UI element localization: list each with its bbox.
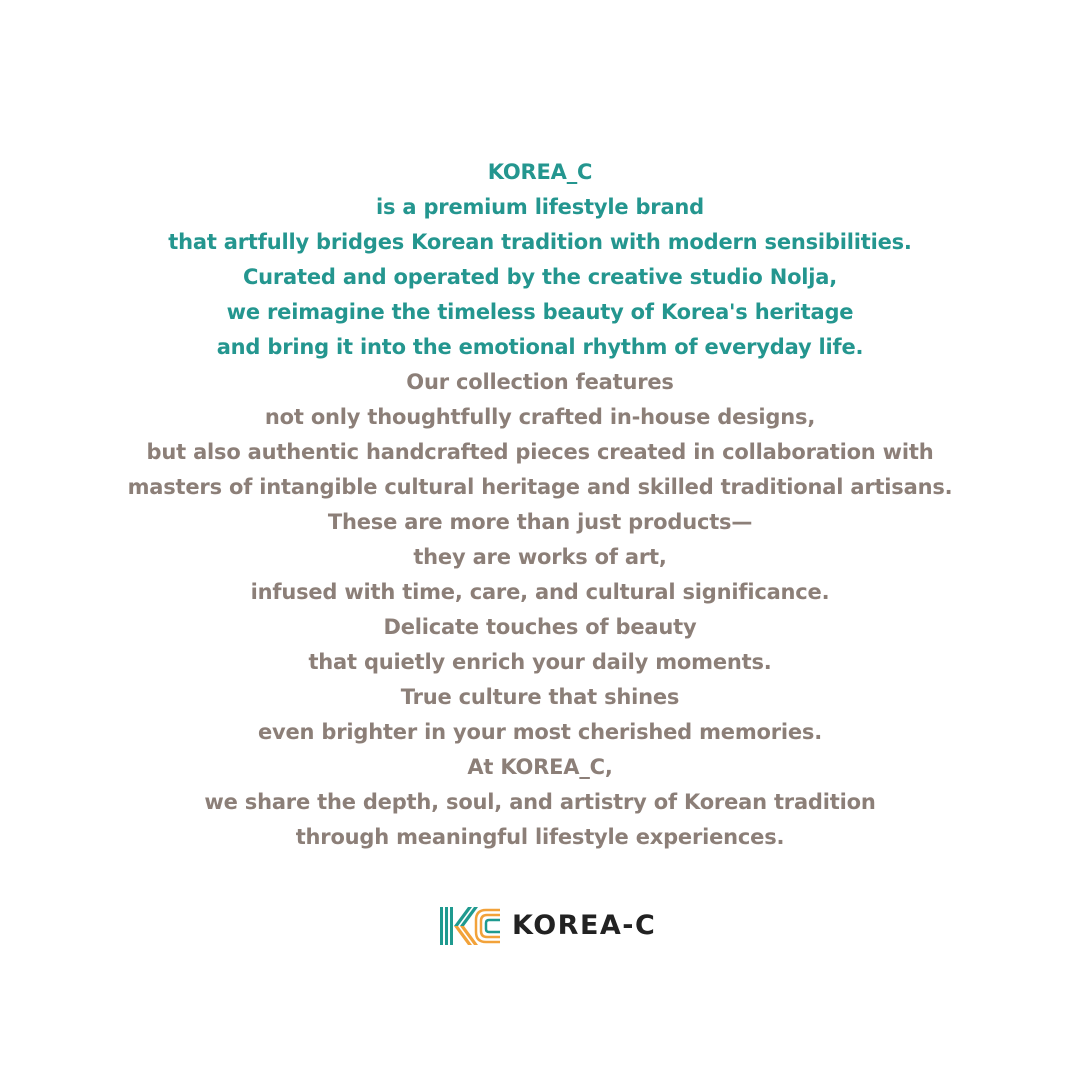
kc-logo-icon xyxy=(440,907,502,945)
body-line: but also authentic handcrafted pieces created in collaboration with xyxy=(146,440,934,464)
body-line: These are more than just products— xyxy=(327,510,753,534)
intro-line: we reimagine the timeless beauty of Korea's heritage xyxy=(226,300,854,324)
intro-line: is a premium lifestyle brand xyxy=(375,195,705,219)
body-line: even brighter in your most cherished memories. xyxy=(257,720,823,744)
intro-line-brand-name: KOREA_C xyxy=(487,160,593,184)
body-line: they are works of art, xyxy=(413,545,667,569)
body-line: infused with time, care, and cultural significance. xyxy=(250,580,830,604)
body-line: we share the depth, soul, and artistry of Korean tradition xyxy=(204,790,876,814)
brand-story-text xyxy=(0,155,1080,855)
body-line: At KOREA_C, xyxy=(467,755,613,779)
body-line: masters of intangible cultural heritage and skilled traditional artisans. xyxy=(127,475,953,499)
body-line: through meaningful lifestyle experiences. xyxy=(295,825,785,849)
body-line: True culture that shines xyxy=(400,685,680,709)
body-line: that quietly enrich your daily moments. xyxy=(308,650,772,674)
body-line: Delicate touches of beauty xyxy=(383,615,697,639)
intro-line: and bring it into the emotional rhythm of everyday life. xyxy=(216,335,864,359)
brand-logo xyxy=(440,906,656,946)
intro-line: that artfully bridges Korean tradition with modern sensibilities. xyxy=(168,230,912,254)
logo-wordmark: KOREA-C xyxy=(512,910,657,941)
intro-line: Curated and operated by the creative studio Nolja, xyxy=(242,265,838,289)
body-line: not only thoughtfully crafted in-house designs, xyxy=(264,405,816,429)
body-line: Our collection features xyxy=(406,370,674,394)
